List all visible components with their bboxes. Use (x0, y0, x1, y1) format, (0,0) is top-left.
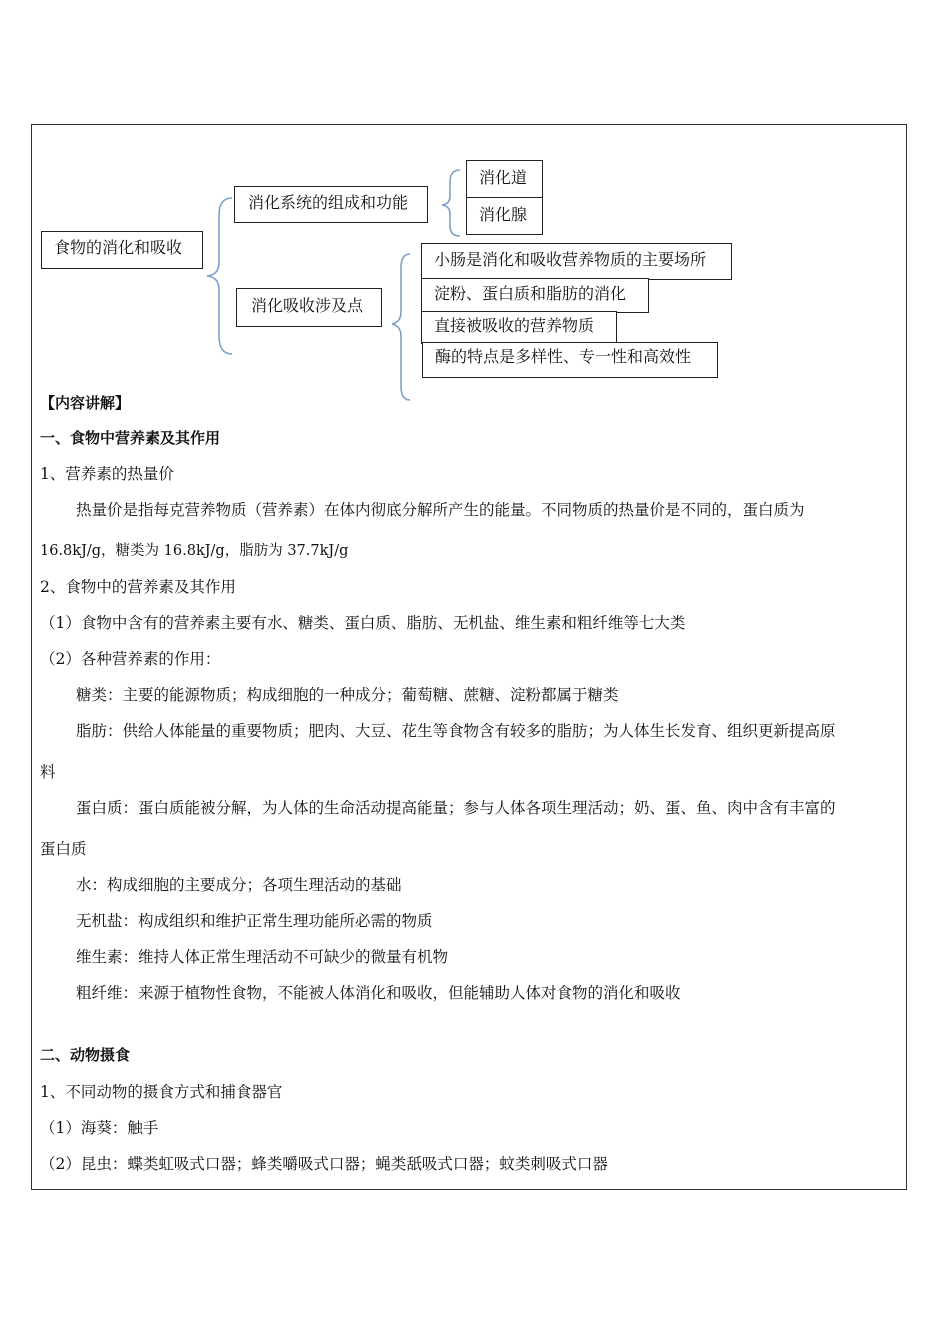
text-mineral: 无机盐：构成组织和维护正常生理功能所必需的物质 (76, 912, 433, 930)
text-fat-line1: 脂肪：供给人体能量的重要物质；肥肉、大豆、花生等食物含有较多的脂肪；为人体生长发育、组织更新提高原 (76, 722, 836, 740)
diagram-branch2-box (236, 288, 382, 327)
diagram-root-box (41, 231, 203, 269)
text-protein-line1: 蛋白质：蛋白质能被分解，为人体的生命活动提高能量；参与人体各项生理活动；奶、蛋、鱼、肉中含有丰富的 (76, 799, 836, 817)
diagram-branch1-child-2: 消化腺 (466, 197, 543, 235)
paragraph-calorific-line2: 16.8kJ/g，糖类为 16.8kJ/g，脂肪为 37.7kJ/g (40, 543, 349, 559)
diagram-root-label: 食物的消化和吸收 (54, 238, 183, 257)
text-vitamin: 维生素：维持人体正常生理活动不可缺少的微量有机物 (76, 948, 449, 966)
text-fat-line2: 料 (40, 763, 56, 781)
diagram-branch2-child-3: 直接被吸收的营养物质 (421, 311, 617, 344)
list-item-functions: （2）各种营养素的作用： (40, 650, 221, 668)
diagram-branch1-label: 消化系统的组成和功能 (248, 193, 409, 212)
text-sugar: 糖类：主要的能源物质；构成细胞的一种成分；葡萄糖、蔗糖、淀粉都属于糖类 (76, 686, 619, 704)
list-item-insects: （2）昆虫：蝶类虹吸式口器；蜂类嚼吸式口器；蝇类舐吸式口器；蚊类刺吸式口器 (40, 1155, 608, 1173)
subheading-calorific-value: 1、营养素的热量价 (40, 465, 174, 483)
heading-nutrients: 一、食物中营养素及其作用 (40, 429, 221, 447)
diagram-branch2-child-4: 酶的特点是多样性、专一性和高效性 (422, 342, 718, 378)
heading-animal-feeding: 二、动物摄食 (40, 1046, 131, 1064)
diagram-branch2-child-1: 小肠是消化和吸收营养物质的主要场所 (421, 243, 732, 280)
paragraph-calorific-line1: 热量价是指每克营养物质（营养素）在体内彻底分解所产生的能量。不同物质的热量价是不同的，蛋白质为 (76, 501, 805, 519)
diagram-branch2-child-2: 淀粉、蛋白质和脂肪的消化 (421, 278, 649, 313)
diagram-branch1-child-1: 消化道 (466, 160, 543, 198)
text-fiber: 粗纤维：来源于植物性食物，不能被人体消化和吸收，但能辅助人体对食物的消化和吸收 (76, 984, 681, 1002)
list-item-sea-anemone: （1）海葵：触手 (40, 1119, 159, 1137)
text-protein-line2: 蛋白质 (40, 840, 87, 858)
diagram-branch1-box (234, 186, 428, 223)
list-item-seven-nutrients: （1）食物中含有的营养素主要有水、糖类、蛋白质、脂肪、无机盐、维生素和粗纤维等七大类 (40, 614, 686, 632)
section-header: 【内容讲解】 (40, 394, 131, 412)
subheading-feeding-methods: 1、不同动物的摄食方式和捕食器官 (40, 1083, 283, 1101)
subheading-nutrients-functions: 2、食物中的营养素及其作用 (40, 578, 236, 596)
text-water: 水：构成细胞的主要成分；各项生理活动的基础 (76, 876, 402, 894)
diagram-branch2-label: 消化吸收涉及点 (251, 296, 364, 315)
